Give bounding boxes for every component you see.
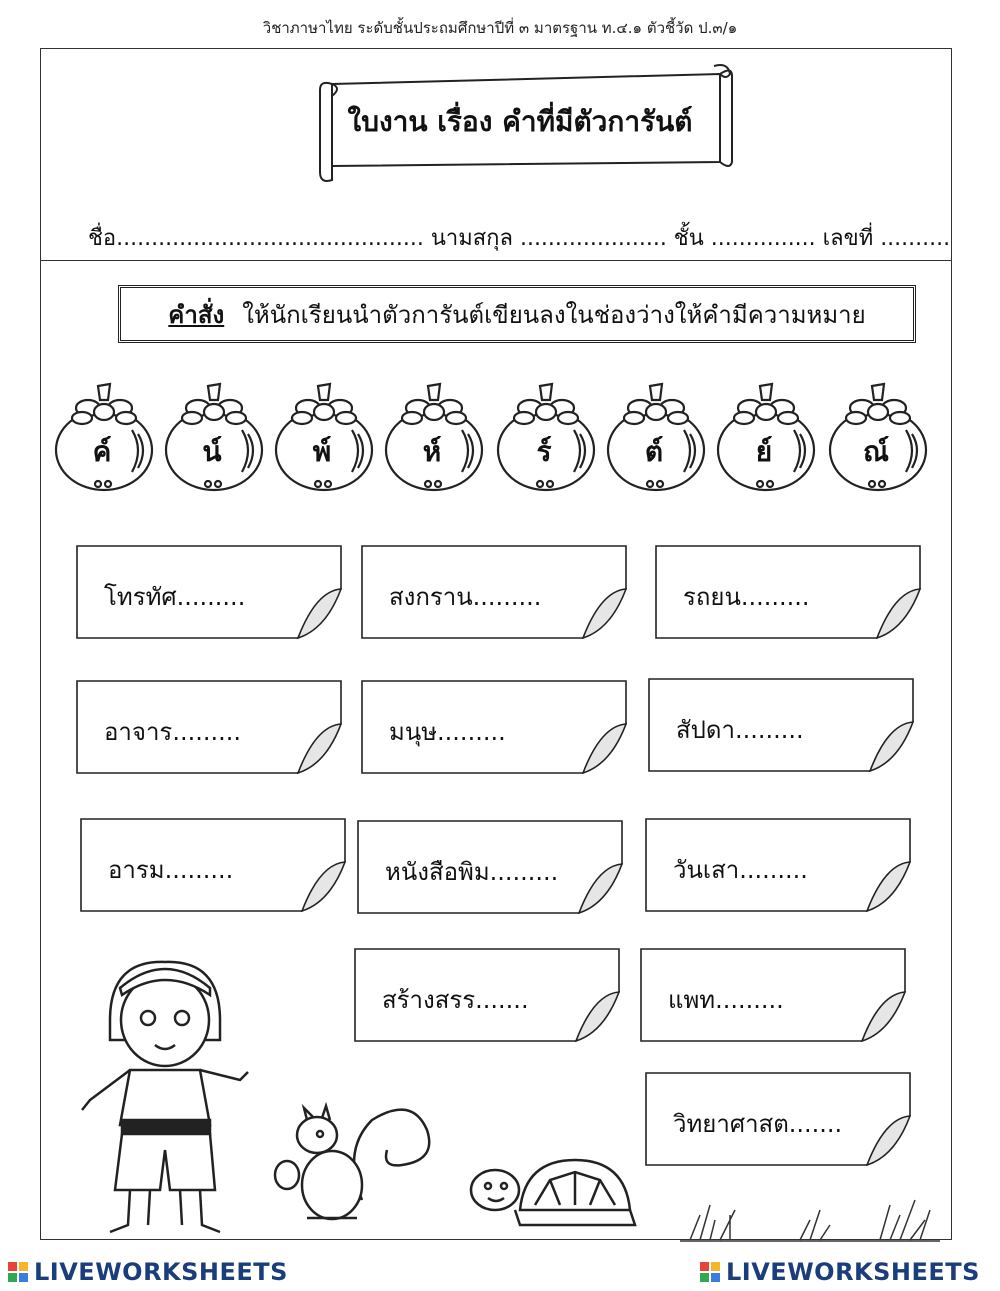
instruction-label: คำสั่ง (168, 300, 225, 329)
word-card (640, 948, 906, 1042)
word-card (648, 678, 914, 772)
word-card (80, 818, 346, 912)
karan-letter: ต์ (644, 435, 664, 468)
word-card (76, 680, 342, 774)
word-blank[interactable]: รถยน......... (683, 583, 810, 611)
word-card (354, 948, 620, 1042)
student-info-line: ชื่อ............................................ นามสกุล ..................... ชั้น ............... เลขที่ .......... (88, 226, 951, 251)
word-blank[interactable]: อาจาร......... (104, 718, 241, 746)
instruction-box (118, 285, 916, 343)
word-card (361, 680, 627, 774)
header-subject-line: วิชาภาษาไทย ระดับชั้นประถมศึกษาปีที่ ๓ มาตรฐาน ท.๔.๑ ตัวชี้วัด ป.๓/๑ (262, 19, 738, 37)
word-card (655, 545, 921, 639)
word-blank[interactable]: สร้างสรร....... (382, 986, 529, 1014)
turtle-illustration (460, 1150, 640, 1240)
mangosteen-fruit (494, 380, 598, 492)
word-card (645, 818, 911, 912)
mangosteen-fruit (52, 380, 156, 492)
karan-letter: ห์ (422, 435, 442, 468)
word-blank[interactable]: มนุษ......... (389, 718, 506, 746)
word-blank[interactable]: วิทยาศาสต....... (673, 1110, 843, 1138)
word-blank[interactable]: หนังสือพิม......... (385, 858, 559, 886)
footer-logo-left (8, 1258, 288, 1286)
footer-brand-right: LIVEWORKSHEETS (726, 1258, 980, 1286)
worksheet-title: ใบงาน เรื่อง คำที่มีตัวการันต์ (347, 105, 693, 138)
word-blank[interactable]: โทรทัศ......... (104, 583, 246, 611)
title-scroll-banner (310, 62, 740, 186)
mangosteen-fruit (162, 380, 266, 492)
karan-letter: น์ (202, 435, 222, 468)
karan-letter: ค์ (92, 435, 112, 468)
mangosteen-fruit (604, 380, 708, 492)
grass-illustration (680, 1185, 940, 1245)
footer-logo-right (700, 1258, 980, 1286)
squirrel-illustration (262, 1090, 442, 1230)
word-blank[interactable]: สงกราน......... (389, 583, 542, 611)
karan-letter: ร์ (536, 435, 552, 468)
word-card (76, 545, 342, 639)
mangosteen-fruit (272, 380, 376, 492)
karan-letter: ย์ (755, 435, 773, 468)
liveworksheets-logo-icon (8, 1262, 28, 1282)
girl-illustration (70, 950, 260, 1240)
word-blank[interactable]: อารม......... (108, 856, 234, 884)
mangosteen-fruit (826, 380, 930, 492)
word-card (645, 1072, 911, 1166)
word-blank[interactable]: วันเสา......... (673, 856, 808, 884)
mangosteen-fruit (714, 380, 818, 492)
header-divider (40, 260, 952, 261)
word-blank[interactable]: สัปดา......... (676, 716, 804, 744)
word-card (361, 545, 627, 639)
footer-brand-left: LIVEWORKSHEETS (34, 1258, 288, 1286)
karan-letter: ณ์ (863, 435, 889, 468)
word-card (357, 820, 623, 914)
karan-letter: พ์ (312, 435, 332, 468)
mangosteen-fruit (382, 380, 486, 492)
word-blank[interactable]: แพท......... (668, 986, 784, 1014)
instruction-text: ให้นักเรียนนำตัวการันต์เขียนลงในช่องว่างให้คำมีความหมาย (242, 300, 866, 329)
liveworksheets-logo-icon (700, 1262, 720, 1282)
